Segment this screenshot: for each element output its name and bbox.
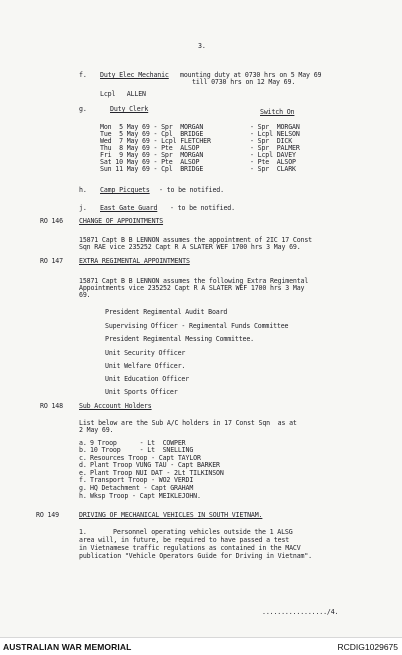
switch-on-heading: Switch On [260,108,295,116]
duty-row-left: Wed 7 May 69 - Lcpl FLETCHER [100,137,211,145]
ro147-number: RO 147 [40,257,63,265]
page-number: 3. [198,42,206,50]
ro146-number: RO 146 [40,217,63,225]
camp-picquets-text: - to be notified. [159,186,224,194]
duty-row-left: Tue 5 May 69 - Cpl BRIDGE [100,130,204,138]
ro146-line2: Sqn RAE vice 235252 Capt R A SLATER WEF 1700 hrs 3 May 69. [79,243,301,251]
item-f-heading: Duty Elec Mechanic [100,71,169,79]
ro148-number: RO 148 [40,402,63,410]
item-f-person: Lcpl ALLEN [100,90,146,98]
ro147-line2: Appointments vice 235252 Capt R A SLATER WEF 1700 hrs 3 May [79,284,305,292]
ro146-line1: 15871 Capt B B LENNON assumes the appointment of 2IC 17 Const [79,236,313,244]
item-f-line1: mounting duty at 0730 hrs on 5 May 69 [180,71,322,79]
camp-picquets-heading: Camp Picquets [100,186,150,194]
appointment-item: Unit Sports Officer [105,388,178,396]
item-f-letter: f. [79,71,87,79]
footer-source: AUSTRALIAN WAR MEMORIAL [3,642,132,652]
duty-row-left: Sat 10 May 69 - Pte ALSOP [100,158,200,166]
ro149-number: RO 149 [36,511,59,519]
sub-account-holder: Wksp Troop - Capt MEIKLEJOHN. [90,492,201,500]
duty-row-right: - Spr MORGAN [250,123,300,131]
duty-row-right: - Lcpl NELSON [250,130,300,138]
sub-account-holder: 10 Troop - Lt SNELLING [90,446,194,454]
sub-account-holder: 9 Troop - Lt COWPER [90,439,186,447]
ro148-line2: 2 May 69. [79,426,114,434]
ro149-para-number: 1. [79,528,87,536]
ro149-line2: area will, in future, be required to have passed a test [79,536,290,544]
sub-account-letter: h. [79,492,87,500]
appointment-item: Supervising Officer - Regimental Funds Committee [105,322,289,330]
sub-account-letter: b. [79,446,87,454]
sub-account-letter: d. [79,461,87,469]
sub-account-letter: a. [79,439,87,447]
appointment-item: Unit Welfare Officer. [105,362,186,370]
duty-row-left: Thu 8 May 69 - Pte ALSOP [100,144,200,152]
sub-account-holder: Plant Troop VUNG TAU - Capt BARKER [90,461,220,469]
appointment-item: President Regimental Audit Board [105,308,228,316]
item-j-letter: j. [79,204,87,212]
sub-account-holder: Transport Troop - WO2 VERDI [90,476,194,484]
duty-row-right: - Spr DICK [250,137,293,145]
ro149-heading: DRIVING OF MECHANICAL VEHICLES IN SOUTH VIETNAM. [79,511,263,519]
appointment-item: President Regimental Messing Committee. [105,335,254,343]
footer-reference: RCDIG1029675 [337,642,398,652]
ro149-line4: publication "Vehicle Operators Guide for Driving in Vietnam". [79,552,313,560]
ro147-line3: 69. [79,291,91,299]
ro146-heading: CHANGE OF APPOINTMENTS [79,217,164,225]
sub-account-holder: Plant Troop NUI DAT - 2Lt TILKINSON [90,469,224,477]
continuation-marker: ................./4. [262,608,339,616]
east-gate-heading: East Gate Guard [100,204,158,212]
ro149-line3: in Vietnamese traffic regulations as contained in the MACV [79,544,301,552]
duty-row-right: - Spr CLARK [250,165,296,173]
appointment-item: Unit Security Officer [105,349,186,357]
sub-account-letter: f. [79,476,87,484]
duty-clerk-heading: Duty Clerk [110,105,149,113]
duty-row-right: - Pte ALSOP [250,158,296,166]
sub-account-letter: c. [79,454,87,462]
item-f-line2: till 0730 hrs on 12 May 69. [192,78,296,86]
sub-account-holder: HQ Detachment - Capt GRAHAM [90,484,194,492]
sub-account-holder: Resources Troop - Capt TAYLOR [90,454,201,462]
duty-row-left: Sun 11 May 69 - Cpl BRIDGE [100,165,204,173]
duty-row-left: Mon 5 May 69 - Spr MORGAN [100,123,204,131]
sub-account-letter: g. [79,484,87,492]
east-gate-text: - to be notified. [170,204,235,212]
duty-row-left: Fri 9 May 69 - Spr MORGAN [100,151,204,159]
ro148-heading: Sub Account Holders [79,402,152,410]
ro149-line1: Personnel operating vehicles outside the 1 ALSG [113,528,293,536]
duty-row-right: - Spr PALMER [250,144,300,152]
duty-row-right: - Lcpl DAVEY [250,151,296,159]
appointment-item: Unit Education Officer [105,375,190,383]
ro148-line1: List below are the Sub A/C holders in 17 Const Sqn as at [79,419,297,427]
sub-account-letter: e. [79,469,87,477]
archive-footer [0,637,402,655]
item-g-letter: g. [79,105,87,113]
ro147-heading: EXTRA REGIMENTAL APPOINTMENTS [79,257,190,265]
item-h-letter: h. [79,186,87,194]
ro147-line1: 15871 Capt B B LENNON assumes the following Extra Regimental [79,277,309,285]
